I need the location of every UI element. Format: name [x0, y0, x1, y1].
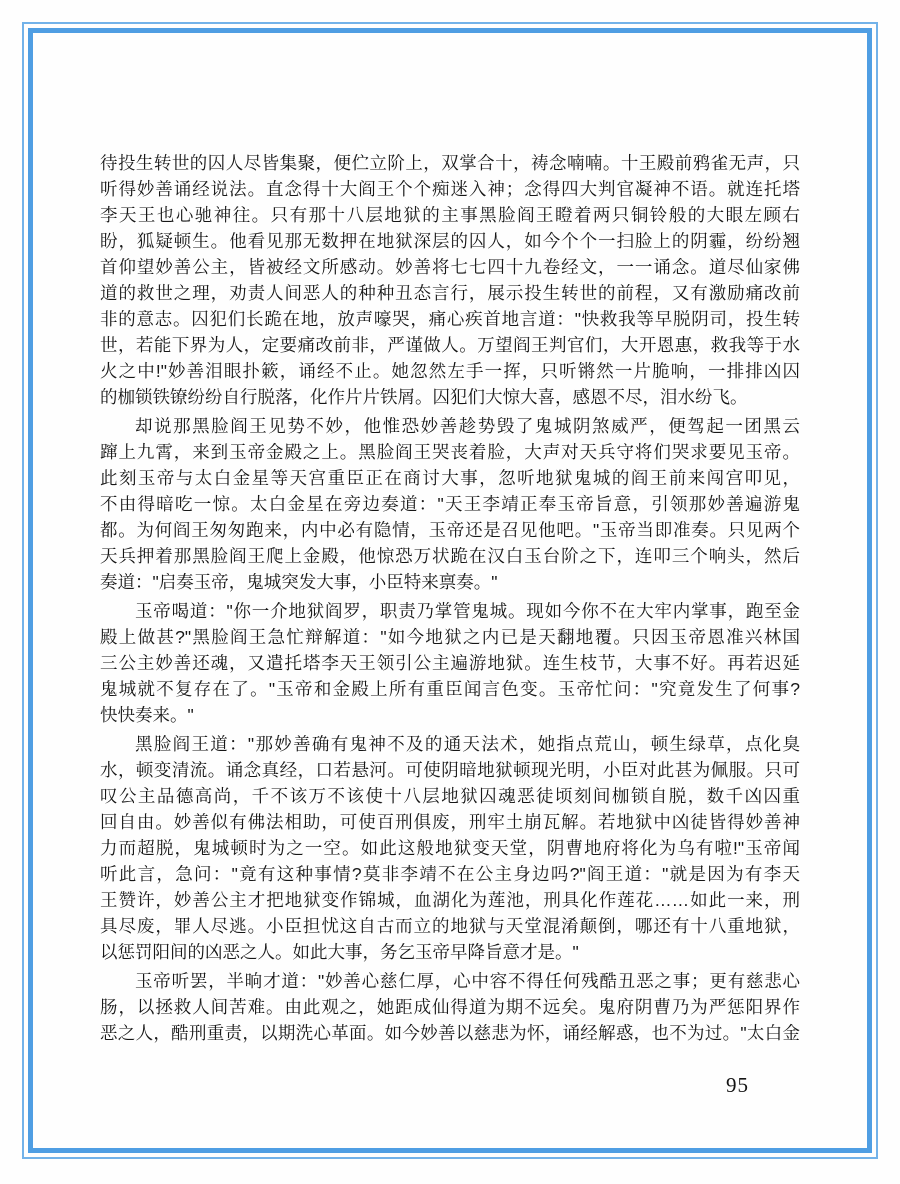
text-line: 以惩罚阳间的凶恶之人。如此大事，务乞玉帝早降旨意才是。" — [100, 942, 579, 962]
text-line: 都。为何阎王匆匆跑来，内中必有隐情，玉帝还是召见他吧。"玉帝当即准奏。只见两个 — [100, 520, 800, 540]
text-line: 却说那黑脸阎王见势不妙，他惟恐妙善趁势毁了鬼城阴煞威严，便驾起一团黑云 — [135, 416, 800, 436]
paragraph — [100, 150, 800, 410]
text-line: 具尽废，罪人尽逃。小臣担忧这自古而立的地狱与天堂混淆颠倒，哪还有十八重地狱， — [100, 916, 800, 936]
text-line: 恶之人，酷刑重责，以期洗心革面。如今妙善以慈悲为怀，诵经解惑，也不为过。"太白金 — [100, 1023, 800, 1043]
text-line: 水，顿变清流。诵念真经，口若悬河。可使阴暗地狱顿现光明，小臣对此甚为佩服。只可 — [100, 760, 800, 780]
text-line: 非的意志。囚犯们长跪在地，放声嚎哭，痛心疾首地言道："快救我等早脱阴司，投生转 — [100, 309, 800, 329]
text-line: 三公主妙善还魂，又遣托塔李天王领引公主遍游地狱。连生枝节，大事不好。再若迟延 — [100, 653, 800, 673]
text-line: 首仰望妙善公主，皆被经文所感动。妙善将七七四十九卷经文，一一诵念。道尽仙家佛 — [100, 257, 800, 277]
page-number: 95 — [726, 1073, 749, 1097]
text-line: 此刻玉帝与太白金星等天宫重臣正在商讨大事，忽听地狱鬼城的阎王前来闯宫叩见， — [100, 468, 800, 488]
text-line: 快快奏来。" — [100, 705, 194, 725]
text-line: 玉帝喝道："你一介地狱阎罗，职责乃掌管鬼城。现如今你不在大牢内掌事，跑至金 — [135, 601, 800, 621]
text-line: 蹿上九霄，来到玉帝金殿之上。黑脸阎王哭丧着脸，大声对天兵守将们哭求要见玉帝。 — [100, 442, 800, 462]
text-line: 道的救世之理，劝责人间恶人的种种丑态言行，展示投生转世的前程，又有激励痛改前 — [100, 283, 800, 303]
text-line: 鬼城就不复存在了。"玉帝和金殿上所有重臣闻言色变。玉帝忙问："究竟发生了何事? — [100, 679, 800, 699]
text-line: 王赞许，妙善公主才把地狱变作锦城，血湖化为莲池，刑具化作莲花……如此一来，刑 — [100, 890, 800, 910]
text-line: 天兵押着那黑脸阎王爬上金殿，他惊恐万状跪在汉白玉台阶之下，连叩三个响头，然后 — [100, 546, 800, 566]
text-line: 听此言，急问："竟有这种事情?莫非李靖不在公主身边吗?"阎王道："就是因为有李天 — [100, 864, 800, 884]
text-line: 火之中!"妙善泪眼扑簌，诵经不止。她忽然左手一挥，只听锵然一片脆响，一排排凶囚 — [100, 361, 800, 381]
text-line: 力而超脱，鬼城顿时为之一空。如此这般地狱变天堂，阴曹地府将化为乌有啦!"玉帝闻 — [100, 838, 800, 858]
body-text — [100, 150, 800, 1046]
text-line: 听得妙善诵经说法。直念得十大阎王个个痴迷入神；念得四大判官凝神不语。就连托塔 — [100, 179, 800, 199]
paragraph — [100, 413, 800, 595]
text-line: 肠，以拯救人间苦难。由此观之，她距成仙得道为期不远矣。鬼府阴曹乃为严惩阳界作 — [100, 997, 800, 1017]
text-line: 不由得暗吃一惊。太白金星在旁边奏道："天王李靖正奉玉帝旨意，引领那妙善遍游鬼 — [100, 494, 800, 514]
text-line: 奏道："启奏玉帝，鬼城突发大事，小臣特来禀奏。" — [100, 572, 498, 592]
text-line: 殿上做甚?"黑脸阎王急忙辩解道："如今地狱之内已是天翻地覆。只因玉帝恩准兴林国 — [100, 627, 800, 647]
text-line: 黑脸阎王道："那妙善确有鬼神不及的通天法术，她指点荒山，顿生绿草，点化臭 — [135, 734, 800, 754]
text-line: 待投生转世的囚人尽皆集聚，便伫立阶上，双掌合十，祷念喃喃。十王殿前鸦雀无声，只 — [100, 153, 800, 173]
text-line: 玉帝听罢，半晌才道："妙善心慈仁厚，心中容不得任何残酷丑恶之事；更有慈悲心 — [135, 971, 800, 991]
text-line: 的枷锁铁镣纷纷自行脱落，化作片片铁屑。囚犯们大惊大喜，感恩不尽，泪水纷飞。 — [100, 387, 748, 407]
paragraph — [100, 731, 800, 965]
text-line: 回自由。妙善似有佛法相助，可使百刑俱废，刑牢土崩瓦解。若地狱中凶徒皆得妙善神 — [100, 812, 800, 832]
text-line: 李天王也心驰神往。只有那十八层地狱的主事黑脸阎王瞪着两只铜铃般的大眼左顾右 — [100, 205, 800, 225]
paragraph — [100, 598, 800, 728]
text-line: 世，若能下界为人，定要痛改前非，严谨做人。万望阎王判官们，大开恩惠，救我等于水 — [100, 335, 800, 355]
paragraph — [100, 968, 800, 1046]
text-line: 盼，狐疑顿生。他看见那无数押在地狱深层的囚人，如今个个一扫脸上的阴霾，纷纷翘 — [100, 231, 800, 251]
text-line: 叹公主品德高尚，千不该万不该使十八层地狱囚魂恶徒顷刻间枷锁自脱，数千凶囚重 — [100, 786, 800, 806]
